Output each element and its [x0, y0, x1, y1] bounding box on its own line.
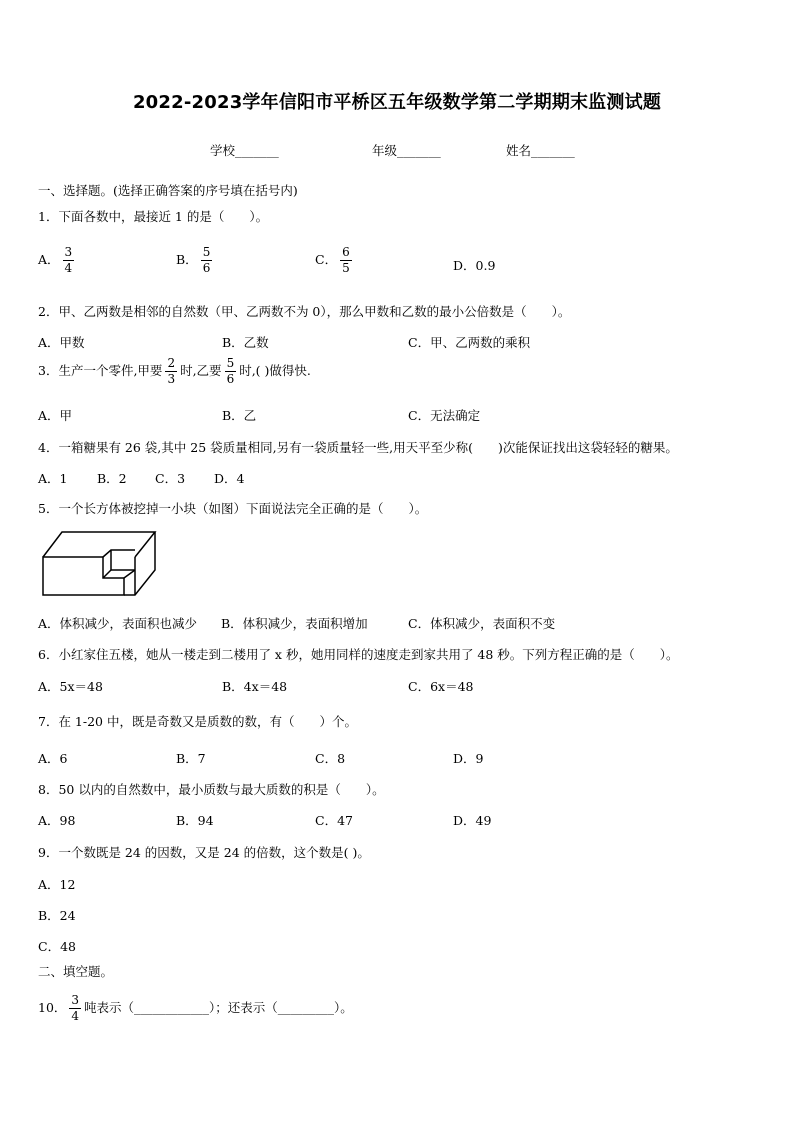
question-3-option-c: C．无法确定 [408, 408, 481, 423]
section-2-heading: 二、填空题。 [38, 964, 114, 979]
question-9-option-b: B．24 [38, 908, 76, 923]
question-10-stem: 10． $\frac{3}{4}$ 吨表示（____________）；还表示（_________）。 [38, 993, 353, 1023]
question-8-option-a: A．98 [38, 813, 76, 828]
section-1-heading: 一、选择题。(选择正确答案的序号填在括号内) [38, 183, 298, 198]
question-4-option-c: C．3 [155, 471, 186, 486]
question-8-stem: 8．50 以内的自然数中，最小质数与最大质数的积是（ ）。 [38, 782, 385, 797]
question-3-stem: 3．生产一个零件,甲要 $\frac{2}{3}$ 时,乙要 $\frac{5}{6}$ 时,( )做得快. [38, 356, 311, 386]
school-field: 学校_______ [210, 143, 279, 158]
question-6-option-b: B．4x＝48 [222, 679, 288, 694]
exam-title: 2022-2023学年信阳市平桥区五年级数学第二学期期末监测试题 [132, 92, 662, 113]
question-5-option-b: B．体积减少，表面积增加 [221, 616, 368, 631]
question-5-option-c: C．体积减少，表面积不变 [408, 616, 556, 631]
grade-field: 年级_______ [372, 143, 441, 158]
question-7-stem: 7．在 1-20 中，既是奇数又是质数的数，有（ ）个。 [38, 714, 357, 729]
question-6-option-a: A．5x＝48 [38, 679, 103, 694]
question-6-stem: 6．小红家住五楼，她从一楼走到二楼用了 x 秒，她用同样的速度走到家共用了 48 秒。下列方程正确的是（ ）。 [38, 647, 679, 662]
question-9-stem: 9．一个数既是 24 的因数，又是 24 的倍数，这个数是( )。 [38, 845, 370, 860]
question-5-stem: 5．一个长方体被挖掉一小块（如图）下面说法完全正确的是（ ）。 [38, 501, 428, 516]
cuboid-figure [40, 529, 160, 599]
question-1-option-b: B． $\frac{5}{6}$ [176, 245, 211, 275]
question-1-option-c: C． $\frac{6}{5}$ [315, 245, 350, 275]
fraction: $\frac{5}{6}$ [202, 245, 211, 275]
question-8-option-c: C．47 [315, 813, 353, 828]
question-8-option-b: B．94 [176, 813, 214, 828]
question-1-stem: 1．下面各数中，最接近 1 的是（ ）。 [38, 209, 269, 224]
question-9-option-a: A．12 [38, 877, 76, 892]
question-7-option-b: B．7 [176, 751, 206, 766]
question-4-option-a: A．1 [38, 471, 68, 486]
name-field: 姓名_______ [506, 143, 575, 158]
question-4-stem: 4．一箱糖果有 26 袋,其中 25 袋质量相同,另有一袋质量轻一些,用天平至少称( )次能保证找出这袋轻轻的糖果。 [38, 440, 678, 455]
question-9-option-c: C．48 [38, 939, 76, 954]
fraction: $\frac{2}{3}$ [167, 356, 176, 386]
question-3-option-a: A．甲 [38, 408, 73, 423]
question-5-option-a: A．体积减少，表面积也减少 [38, 616, 198, 631]
question-6-option-c: C．6x＝48 [408, 679, 474, 694]
question-3-option-b: B．乙 [222, 408, 257, 423]
fraction: $\frac{3}{4}$ [71, 993, 80, 1023]
question-7-option-a: A．6 [38, 751, 68, 766]
question-4-option-d: D．4 [214, 471, 245, 486]
question-2-stem: 2．甲、乙两数是相邻的自然数（甲、乙两数不为 0），那么甲数和乙数的最小公倍数是（ ）。 [38, 304, 571, 319]
question-2-option-c: C．甲、乙两数的乘积 [408, 335, 531, 350]
question-7-option-c: C．8 [315, 751, 346, 766]
question-2-option-a: A．甲数 [38, 335, 85, 350]
question-4-option-b: B．2 [97, 471, 127, 486]
question-1-option-d: D．0.9 [453, 258, 496, 273]
question-2-option-b: B．乙数 [222, 335, 269, 350]
fraction: $\frac{5}{6}$ [226, 356, 235, 386]
question-8-option-d: D．49 [453, 813, 492, 828]
question-7-option-d: D．9 [453, 751, 484, 766]
question-1-option-a: A． $\frac{3}{4}$ [38, 245, 73, 275]
fraction: $\frac{6}{5}$ [342, 245, 350, 275]
fraction: $\frac{3}{4}$ [64, 245, 73, 275]
